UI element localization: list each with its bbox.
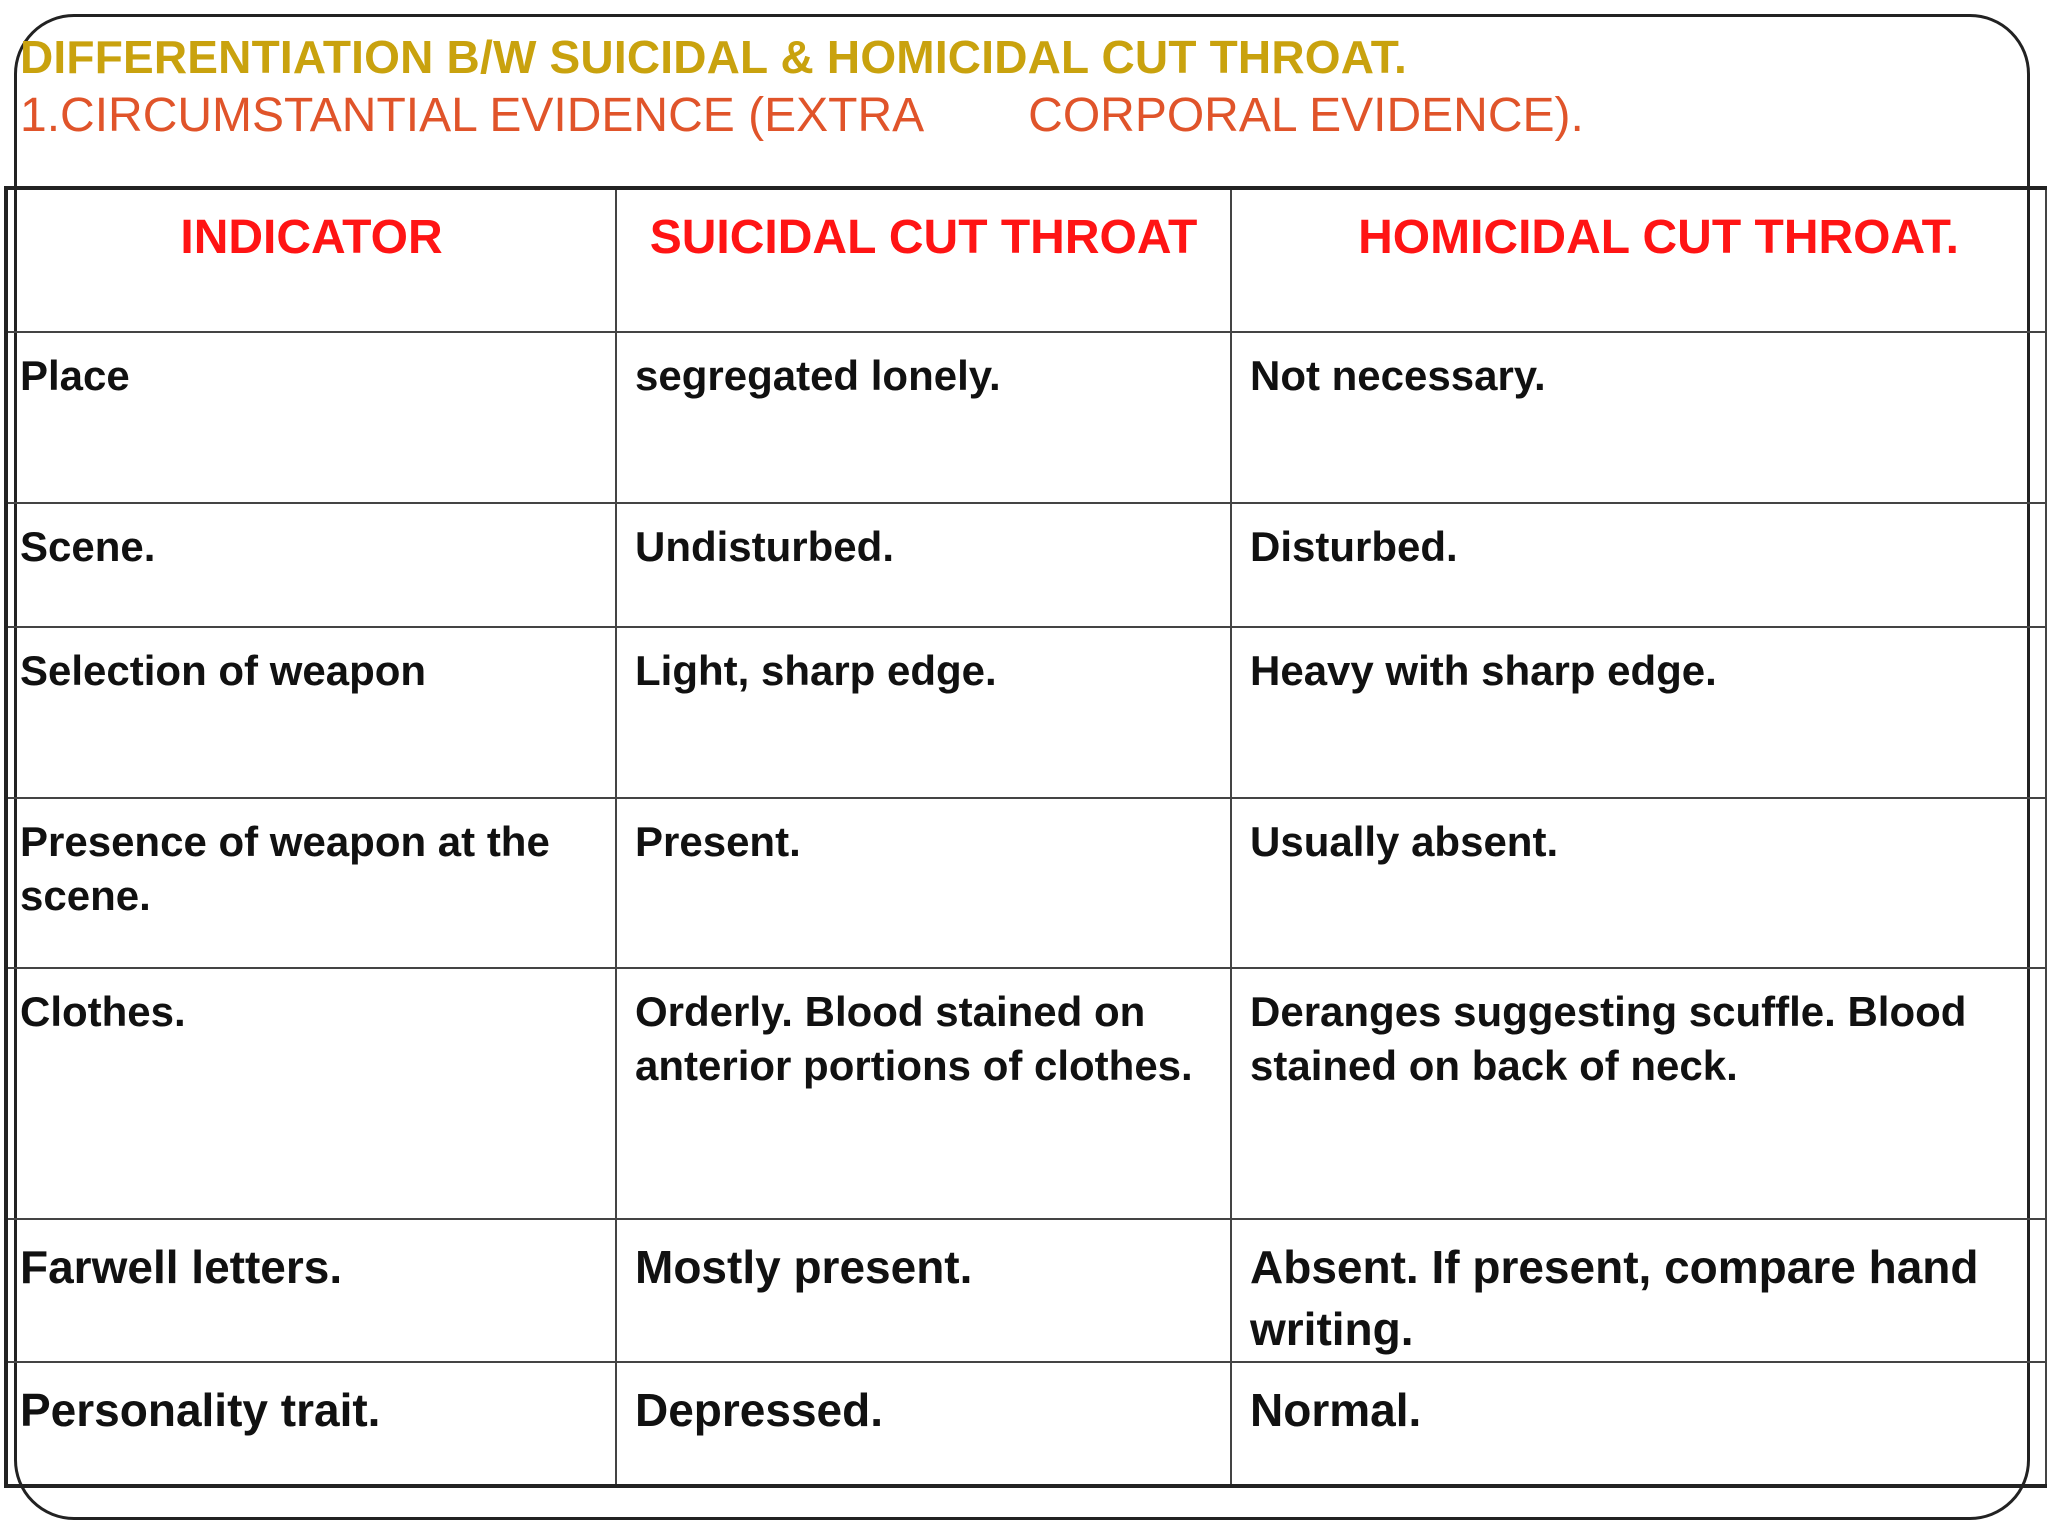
table-row <box>6 332 2046 503</box>
slide-title: DIFFERENTIATION B/W SUICIDAL & HOMICIDAL CUT THROAT. <box>20 31 1407 83</box>
cell-homicidal: Disturbed. <box>1231 503 2046 627</box>
cell-indicator: Presence of weapon at the scene. <box>6 798 616 968</box>
cell-suicidal: Orderly. Blood stained on anterior portions of clothes. <box>616 968 1231 1219</box>
cell-homicidal: Absent. If present, compare hand writing. <box>1231 1219 2046 1362</box>
cell-homicidal: Heavy with sharp edge. <box>1231 627 2046 798</box>
cell-indicator: Selection of weapon <box>6 627 616 798</box>
cell-indicator: Scene. <box>6 503 616 627</box>
table-row <box>6 968 2046 1219</box>
cell-suicidal: Present. <box>616 798 1231 968</box>
table-row <box>6 798 2046 968</box>
cell-suicidal: Light, sharp edge. <box>616 627 1231 798</box>
cell-indicator: Clothes. <box>6 968 616 1219</box>
table-row <box>6 627 2046 798</box>
cell-homicidal: Deranges suggesting scuffle. Blood stained on back of neck. <box>1231 968 2046 1219</box>
comparison-table <box>4 186 2047 1488</box>
cell-homicidal: Usually absent. <box>1231 798 2046 968</box>
table-header-row <box>6 188 2046 332</box>
header-homicidal: HOMICIDAL CUT THROAT. <box>1231 188 2046 332</box>
slide-subtitle: 1.CIRCUMSTANTIAL EVIDENCE (EXTRA CORPORAL EVIDENCE). <box>20 89 1584 142</box>
cell-suicidal: Undisturbed. <box>616 503 1231 627</box>
header-suicidal: SUICIDAL CUT THROAT <box>616 188 1231 332</box>
cell-homicidal: Not necessary. <box>1231 332 2046 503</box>
table-row <box>6 1219 2046 1362</box>
cell-suicidal: segregated lonely. <box>616 332 1231 503</box>
header-indicator: INDICATOR <box>6 188 616 332</box>
table-row <box>6 1362 2046 1486</box>
comparison-table-wrapper <box>4 186 2046 1488</box>
cell-suicidal: Mostly present. <box>616 1219 1231 1362</box>
table-row <box>6 503 2046 627</box>
cell-indicator: Farwell letters. <box>6 1219 616 1362</box>
cell-homicidal: Normal. <box>1231 1362 2046 1486</box>
cell-indicator: Personality trait. <box>6 1362 616 1486</box>
cell-indicator: Place <box>6 332 616 503</box>
cell-suicidal: Depressed. <box>616 1362 1231 1486</box>
